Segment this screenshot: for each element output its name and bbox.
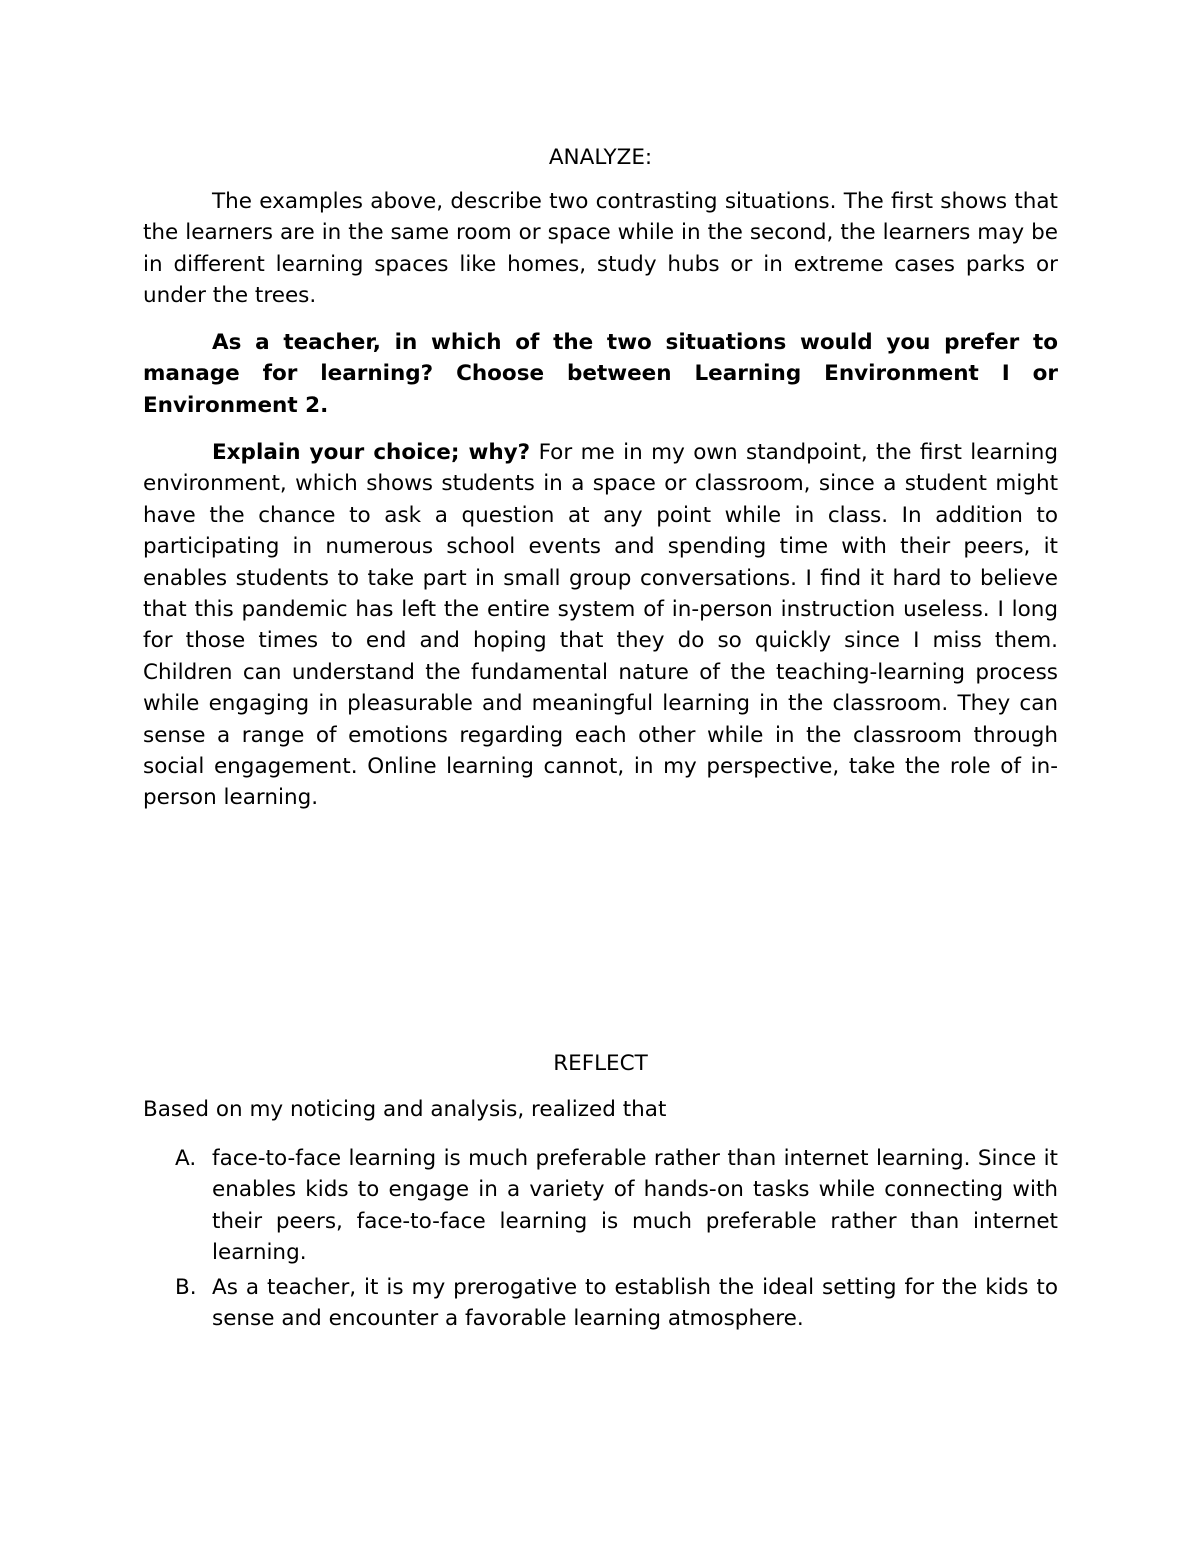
- analyze-answer-paragraph: [143, 437, 1058, 814]
- analyze-question: [143, 327, 1058, 421]
- reflect-heading: REFLECT: [553, 1051, 648, 1076]
- analyze-heading: ANALYZE:: [548, 145, 653, 170]
- analyze-paragraph-text: The examples above, describe two contrasting situations. The first shows that the learners are in the same room or space while in the second, the learners may be in different learning spaces like homes, study hubs or in extreme cases parks or under the trees.: [143, 189, 1058, 309]
- list-item-text: face-to-face learning is much preferable rather than internet learning. Since it enables kids to engage in a variety of hands-on tasks while connecting with their peers, face-to-face learning is much preferable rather than internet learning.: [212, 1146, 1058, 1266]
- answer-body: For me in my own standpoint, the first learning environment, which shows students in a space or classroom, since a student might have the chance to ask a question at any point while in class. In addition to participating in numerous school events and spending time with their peers, it enables students to take part in small group conversations. I find it hard to believe that this pandemic has left the entire system of in-person instruction useless. I long for those times to end and hoping that they do so quickly since I miss them. Children can understand the fundamental nature of the teaching-learning process while engaging in pleasurable and meaningful learning in the classroom. They can sense a range of emotions regarding each other while in the classroom through social engagement. Online learning cannot, in my perspective, take the role of in-person learning.: [143, 440, 1058, 811]
- reflect-intro: [143, 1094, 1058, 1125]
- list-item: [143, 1272, 1058, 1335]
- list-item-text: As a teacher, it is my prerogative to establish the ideal setting for the kids to sense and encounter a favorable learning atmosphere.: [212, 1274, 1058, 1332]
- answer-lead: Explain your choice; why?: [212, 440, 531, 465]
- reflect-list: [143, 1143, 1058, 1337]
- analyze-question-text: As a teacher, in which of the two situations would you prefer to manage for learning? Choose between Learning Environment I or Environment 2.: [143, 330, 1058, 418]
- reflect-intro-text: Based on my noticing and analysis, realized that: [143, 1097, 667, 1122]
- list-item: [143, 1143, 1058, 1269]
- list-marker: A.: [175, 1146, 197, 1171]
- analyze-paragraph: [143, 186, 1058, 312]
- list-marker: B.: [175, 1274, 197, 1300]
- analyze-answer: [143, 437, 1058, 814]
